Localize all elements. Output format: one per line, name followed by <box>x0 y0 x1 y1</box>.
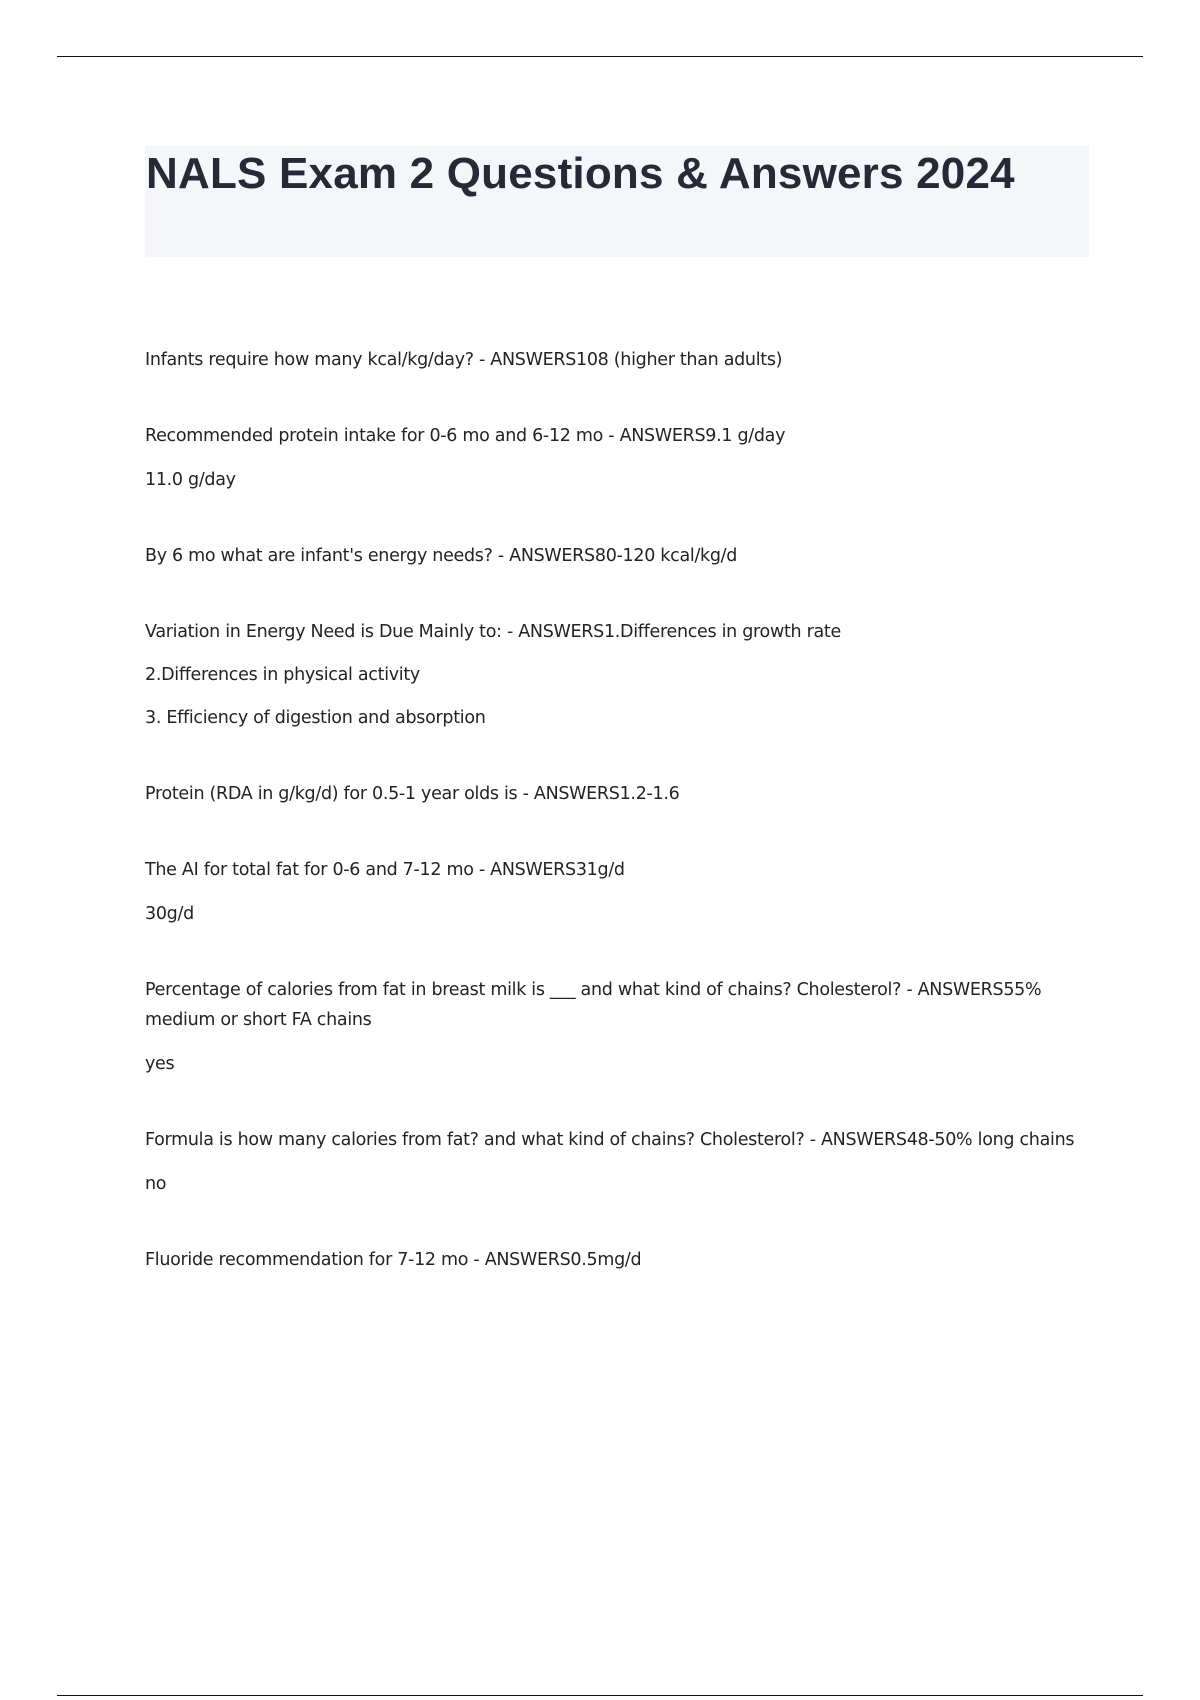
qa-question: Variation in Energy Need is Due Mainly to: - ANSWERS1.Differences in growth rate <box>145 622 841 642</box>
top-rule <box>57 56 1143 57</box>
qa-answer-continuation: 30g/d <box>145 904 194 924</box>
qa-answer-continuation: 11.0 g/day <box>145 470 236 490</box>
qa-question: Formula is how many calories from fat? and what kind of chains? Cholesterol? - ANSWERS48-50% long chains <box>145 1130 1075 1150</box>
qa-question: The AI for total fat for 0-6 and 7-12 mo - ANSWERS31g/d <box>145 860 625 880</box>
qa-item <box>145 1245 1085 1275</box>
qa-list <box>145 345 1085 1275</box>
bottom-rule <box>57 1695 1143 1696</box>
qa-question: Fluoride recommendation for 7-12 mo - ANSWERS0.5mg/d <box>145 1250 642 1270</box>
qa-item <box>145 421 1085 495</box>
qa-item <box>145 345 1085 375</box>
qa-question: Percentage of calories from fat in breast milk is ___ and what kind of chains? Cholesterol? - ANSWERS55% medium or short FA chains <box>145 980 1042 1030</box>
qa-answer-continuation: no <box>145 1174 167 1194</box>
qa-question: By 6 mo what are infant's energy needs? - ANSWERS80-120 kcal/kg/d <box>145 546 738 566</box>
document-title: NALS Exam 2 Questions & Answers 2024 <box>146 149 1015 198</box>
title-banner <box>145 146 1089 257</box>
qa-answer-continuation: 2.Differences in physical activity <box>145 665 420 685</box>
qa-answer-continuation: yes <box>145 1054 175 1074</box>
qa-item <box>145 617 1085 733</box>
qa-question: Protein (RDA in g/kg/d) for 0.5-1 year olds is - ANSWERS1.2-1.6 <box>145 784 680 804</box>
qa-answer-continuation: 3. Efficiency of digestion and absorption <box>145 708 486 728</box>
qa-item <box>145 1125 1085 1199</box>
qa-item <box>145 541 1085 571</box>
qa-item <box>145 779 1085 809</box>
qa-item <box>145 975 1085 1079</box>
qa-question: Recommended protein intake for 0-6 mo and 6-12 mo - ANSWERS9.1 g/day <box>145 426 786 446</box>
qa-item <box>145 855 1085 929</box>
qa-question: Infants require how many kcal/kg/day? - ANSWERS108 (higher than adults) <box>145 350 783 370</box>
